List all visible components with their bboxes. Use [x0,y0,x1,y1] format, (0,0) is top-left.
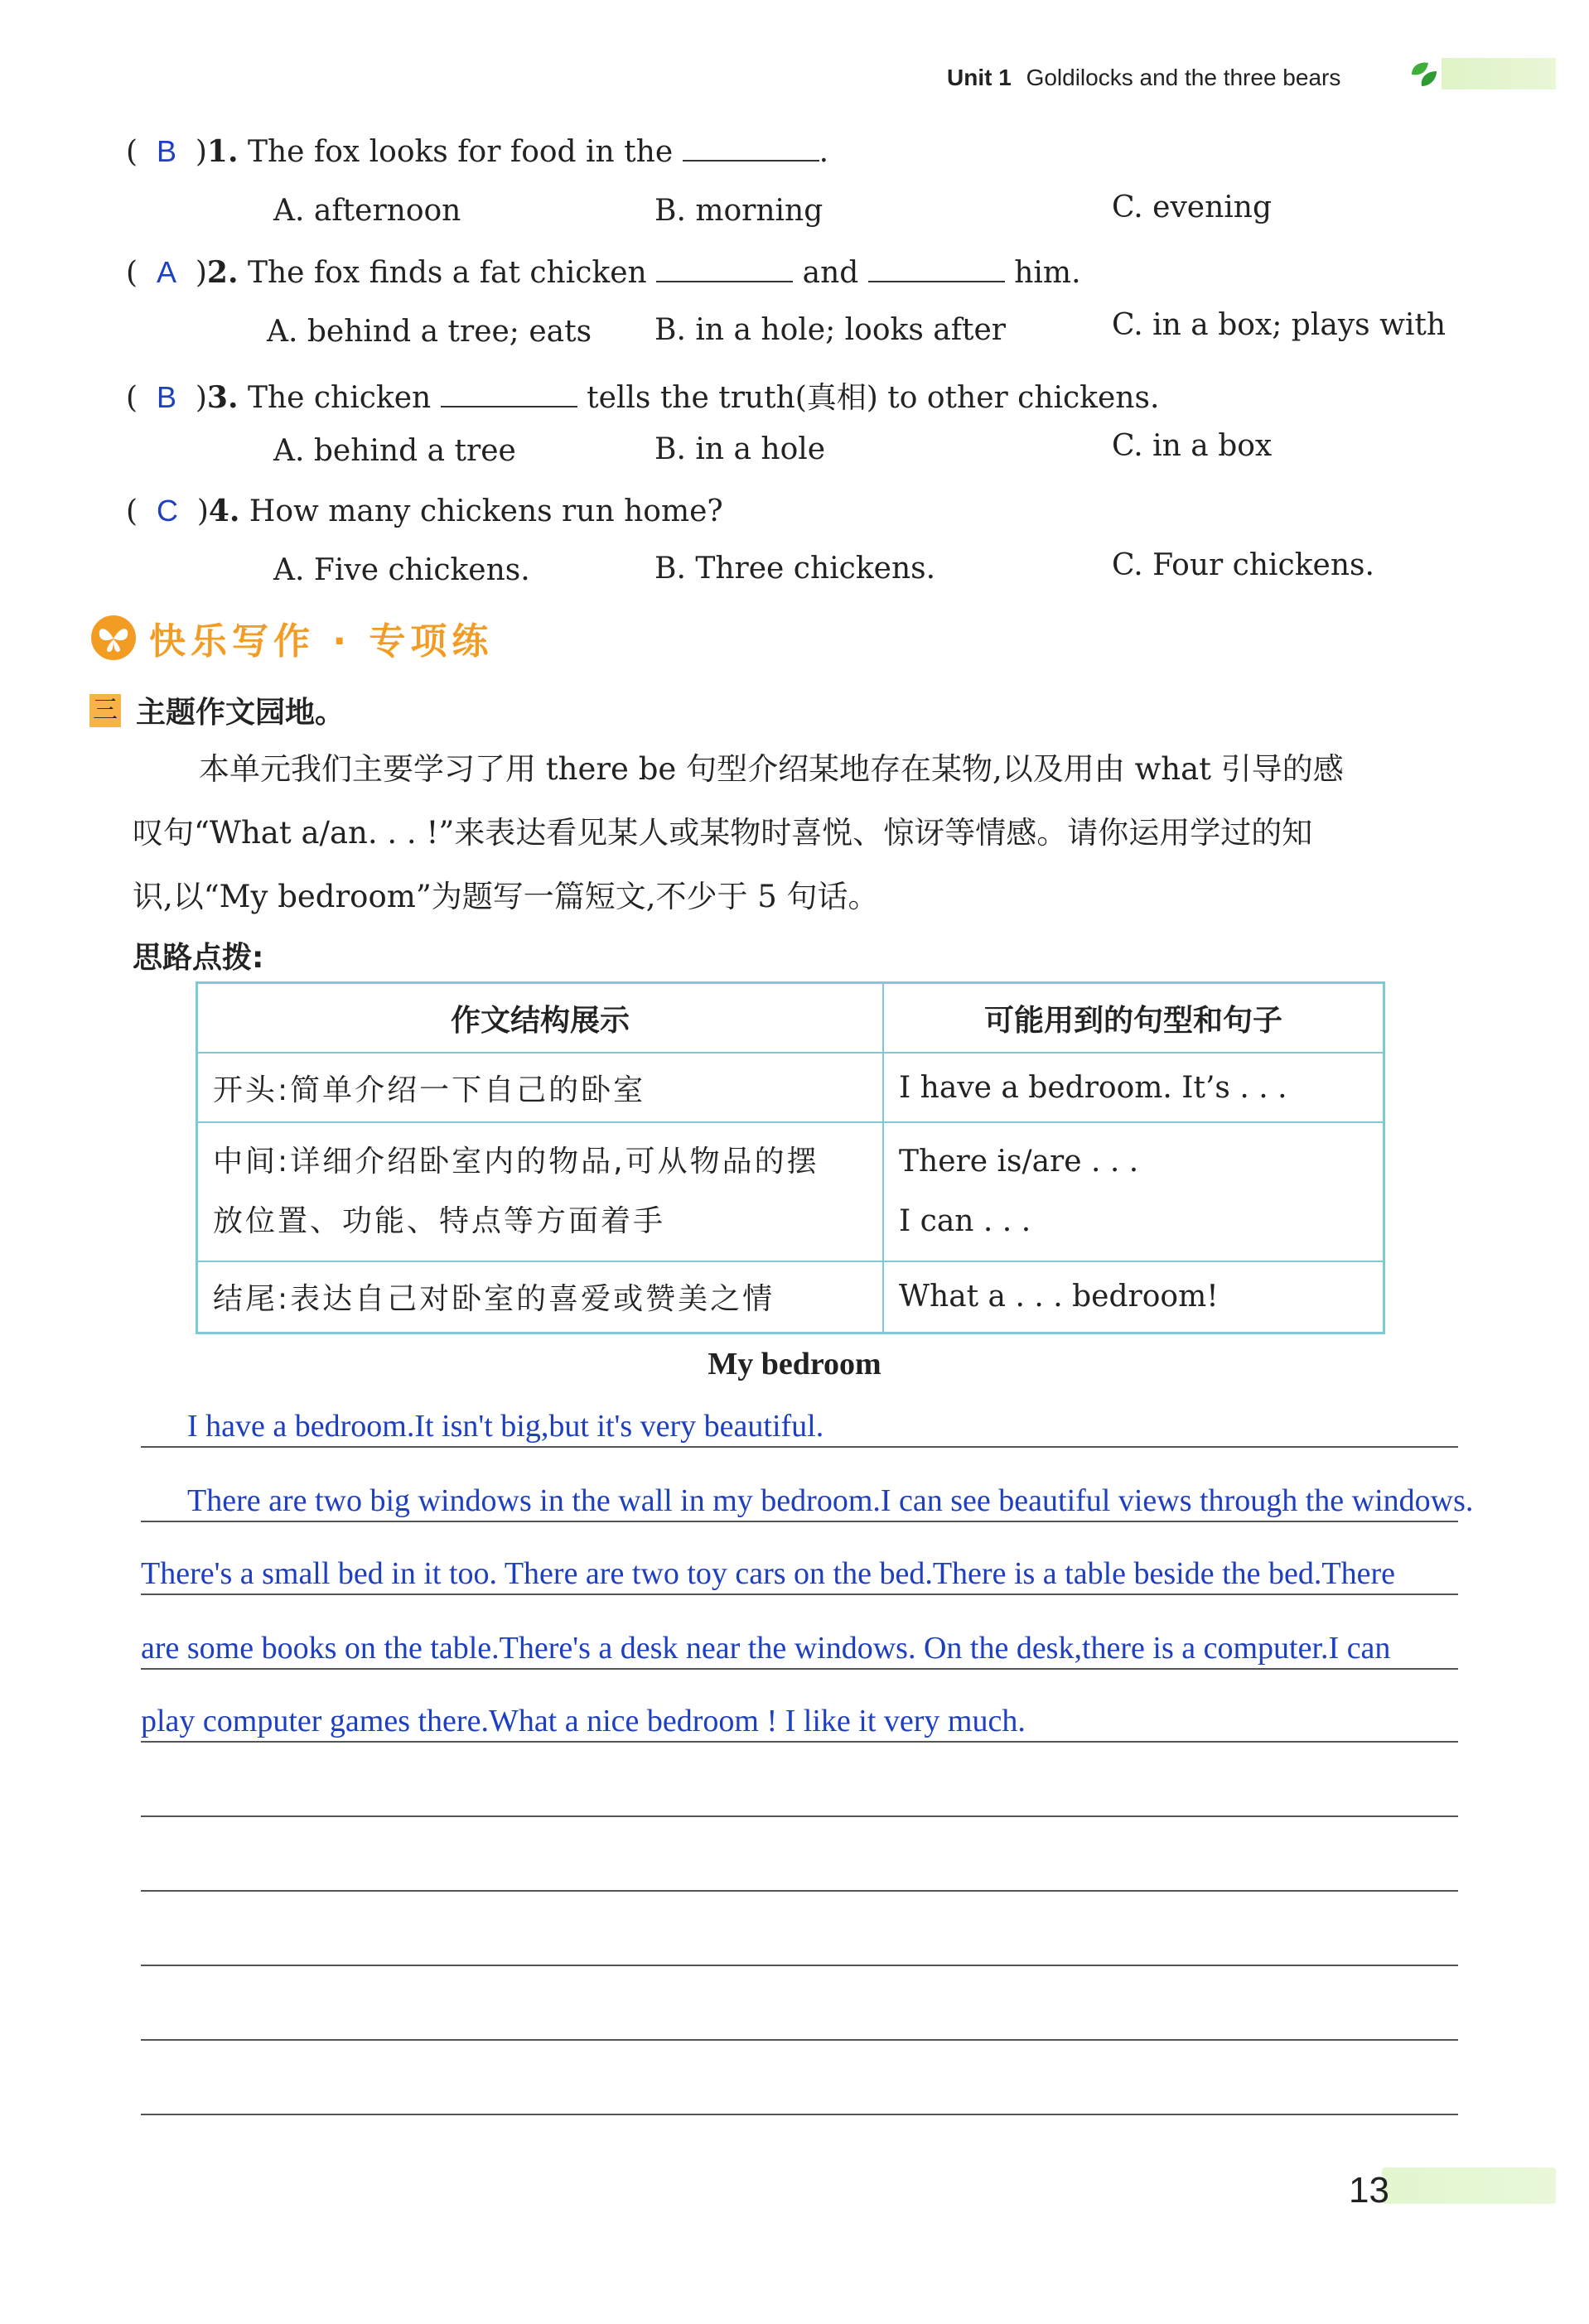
page-number: 13 [1349,2170,1389,2211]
question-1: ( B )1. The fox looks for food in the . [126,134,829,169]
table-cell [197,1122,884,1261]
option-b: B. in a hole [654,432,826,466]
table-row [197,1122,1384,1261]
option-a: A. afternoon [273,194,461,228]
writing-line [141,1815,1458,1817]
table-header: 可能用到的句型和句子 [883,983,1384,1054]
question-2: ( A )2. The fox finds a fat chicken and him. [126,255,1081,290]
running-header [947,65,1340,91]
question-text: The fox finds a fat chicken [247,256,647,290]
option-b: B. Three chickens. [654,552,936,586]
question-number: 3. [206,380,239,415]
essay-line: I have a bedroom.It isn't big,but it's very beautiful. [187,1409,824,1444]
question-text: him. [1014,256,1081,290]
task-heading [89,689,345,731]
answer-blank [656,256,793,282]
table-row [197,1261,1384,1333]
essay-line: There's a small bed in it too. There are two toy cars on the bed.There is a table beside the bed.There [141,1556,1395,1591]
writing-line [141,1741,1458,1743]
header-decor-bar [1442,58,1556,89]
table-row [197,1053,1384,1122]
section-title [89,613,493,663]
essay-line: play computer games there.What a nice bedroom ! I like it very much. [141,1704,1026,1738]
writing-line [141,1446,1458,1448]
writing-line [141,1668,1458,1670]
essay-title: My bedroom [708,1347,881,1381]
question-text: tells the truth(真相) to other chickens. [587,381,1160,415]
unit-label: Unit 1 [947,65,1012,90]
table-header-row [197,983,1384,1054]
section-title-text: 快乐写作 · 专项练 [149,620,494,663]
answer-blank [441,381,577,407]
table-cell [883,1053,1384,1122]
writing-line [141,1965,1458,1966]
cell-text: There is/are . . . [899,1145,1139,1179]
option-b: B. in a hole; looks after [654,313,1007,347]
structure-table [196,981,1385,1334]
answer-2: A [156,255,176,289]
answer-blank [868,256,1005,282]
question-text: and [802,256,859,290]
table-cell [883,1261,1384,1333]
writing-line [141,1521,1458,1522]
question-text: How many chickens run home? [249,494,723,528]
question-number: 1. [206,134,239,169]
instruction-line: 叹句“What a/an. . . !”来表达看见某人或某物时喜悦、惊讶等情感。请你运用学过的知 [133,815,1313,851]
writing-line [141,2039,1458,2041]
option-c: C. in a box; plays with [1112,308,1447,342]
answer-3: B [156,380,176,414]
question-text: The fox looks for food in the [247,135,674,169]
essay-line: There are two big windows in the wall in my bedroom.I can see beautiful views through the windows. [187,1483,1474,1518]
writing-line [141,2114,1458,2115]
option-c: C. evening [1112,190,1273,224]
unit-title: Goldilocks and the three bears [1026,65,1341,90]
hint-label: 思路点拨: [133,941,264,975]
instruction-paragraph [133,737,1475,928]
question-number: 2. [206,255,239,290]
option-c: C. in a box [1112,429,1273,463]
cell-text: 中间:详细介绍卧室内的物品,可从物品的摆 [213,1145,819,1179]
question-text: . [819,135,829,169]
cell-text: 开头:简单介绍一下自己的卧室 [213,1073,646,1107]
question-3: ( B )3. The chicken tells the truth(真相) to other chickens. [126,380,1160,415]
option-a: A. behind a tree; eats [267,315,592,349]
answer-1: B [156,134,176,168]
table-cell [883,1122,1384,1261]
leaf-icon [1408,58,1442,91]
cell-text: 结尾:表达自己对卧室的喜爱或赞美之情 [213,1282,775,1317]
footer-decor-bar [1382,2167,1556,2204]
cell-text: 放位置、功能、特点等方面着手 [213,1204,666,1238]
cell-text: I have a bedroom. It’s . . . [899,1070,1287,1105]
instruction-line: 本单元我们主要学习了用 there be 句型介绍某地存在某物,以及用由 what 引导的感 [199,751,1344,787]
option-a: A. Five chickens. [273,553,530,587]
writing-line [141,1890,1458,1892]
cell-text: What a . . . bedroom! [899,1280,1219,1314]
option-b: B. morning [654,194,823,228]
task-number: 三 [89,694,121,727]
essay-line: are some books on the table.There's a desk near the windows. On the desk,there is a computer.I can [141,1631,1391,1666]
table-cell [197,1053,884,1122]
table-cell [197,1261,884,1333]
butterfly-icon [89,614,138,662]
question-number: 4. [208,494,240,528]
option-c: C. Four chickens. [1112,548,1374,582]
instruction-line: 识,以“My bedroom”为题写一篇短文,不少于 5 句话。 [133,879,879,914]
writing-line [141,1594,1458,1595]
answer-blank [683,135,819,162]
table-header: 作文结构展示 [197,983,884,1054]
question-text: The chicken [247,381,432,415]
task-heading-text: 主题作文园地。 [136,696,345,730]
cell-text: I can . . . [899,1204,1031,1238]
option-a: A. behind a tree [273,434,516,468]
question-4: ( C )4. How many chickens run home? [126,494,723,528]
answer-4: C [156,494,178,528]
